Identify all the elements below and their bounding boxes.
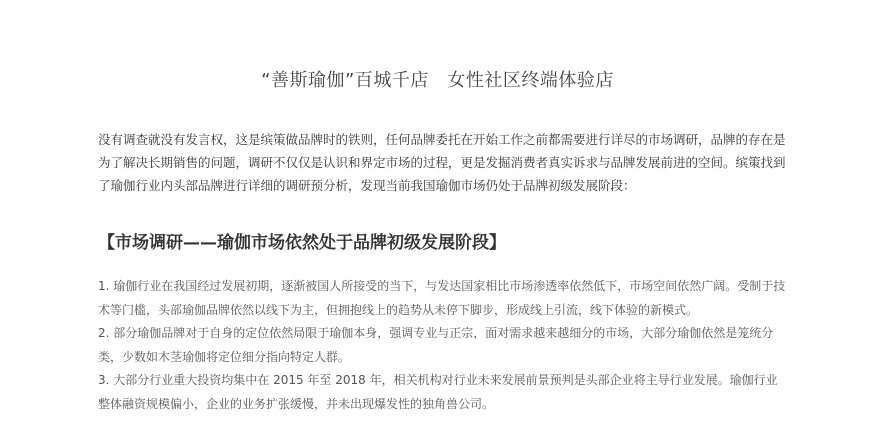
research-point-3: 3. 大部分行业重大投资均集中在 2015 年至 2018 年，相关机构对行业未来发展前景预判是头部企业将主导行业发展。瑜伽行业整体融资规模偏小，企业的业务扩张缓慢，并未出现爆发性的独角兽公司。 bbox=[98, 373, 778, 411]
intro-paragraph: 没有调查就没有发言权，这是缤策做品牌时的铁则，任何品牌委托在开始工作之前都需要进行详尽的市场调研，品牌的存在是为了解决长期销售的问题，调研不仅仅是认识和界定市场的过程，更是发掘消费者真实诉求与品牌发展前进的空间。缤策找到了瑜伽行业内头部品牌进行详细的调研预分析，发现当前我国瑜伽市场仍处于品牌初级发展阶段： bbox=[98, 132, 786, 193]
research-point-1: 1. 瑜伽行业在我国经过发展初期，逐渐被国人所接受的当下，与发达国家相比市场渗透率依然低下，市场空间依然广阔。受制于技术等门槛，头部瑜伽品牌依然以线下为主，但拥抱线上的趋势从未停下脚步，形成线上引流，线下体验的新模式。 bbox=[98, 279, 786, 317]
research-points-list bbox=[98, 275, 788, 416]
section-heading: 【市场调研——瑜伽市场依然处于品牌初级发展阶段】 bbox=[98, 233, 506, 253]
page-title: “善斯瑜伽”百城千店 女性社区终端体验店 bbox=[261, 70, 614, 91]
research-point-2: 2. 部分瑜伽品牌对于自身的定位依然局限于瑜伽本身，强调专业与正宗，面对需求越来越细分的市场，大部分瑜伽依然是笼统分类，少数如木茎瑜伽将定位细分指向特定人群。 bbox=[98, 326, 774, 364]
